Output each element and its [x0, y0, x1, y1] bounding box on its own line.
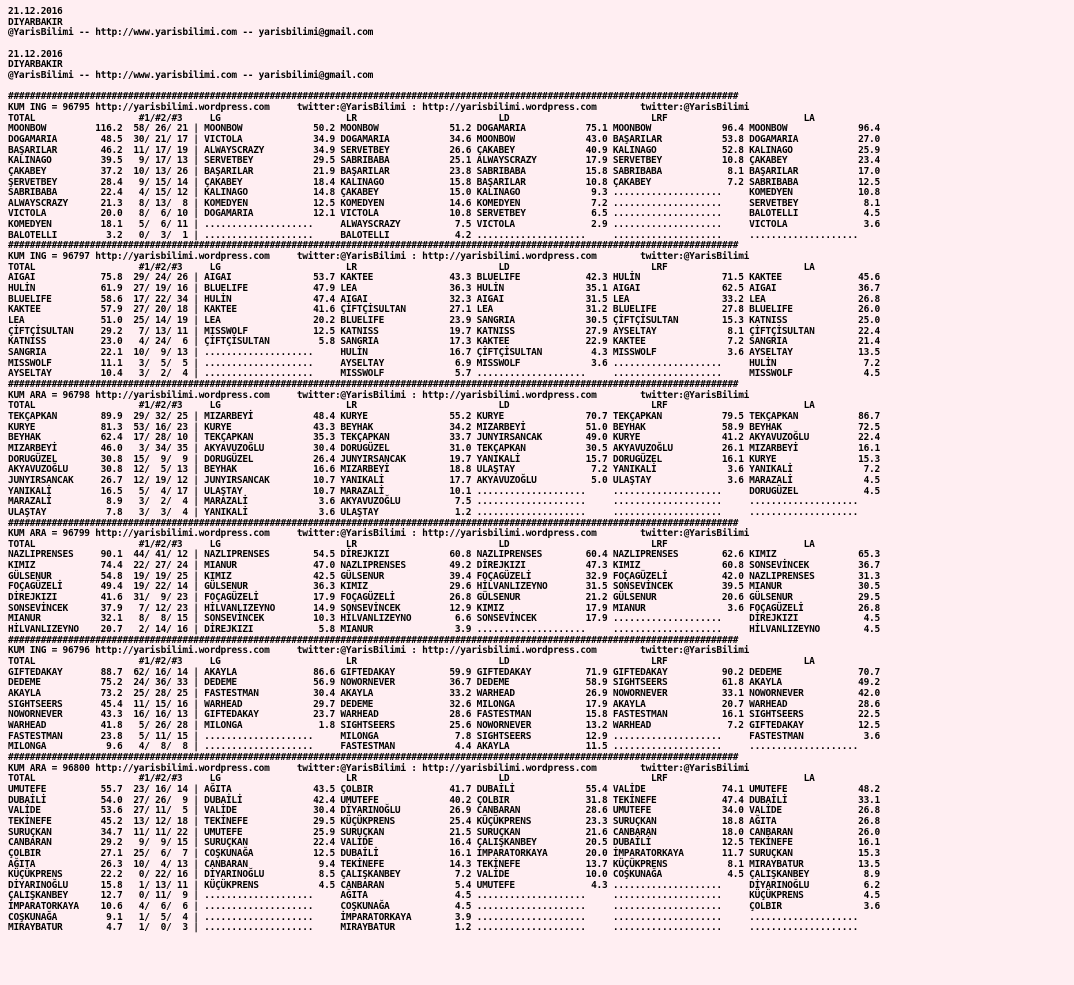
table-row: VICTOLA 20.0 8/ 6/ 10 | DOGAMARIA 12.1 VICTOLA 10.8 SERVETBEY 6.5 .................... BALOTELLI 4.5 [8, 208, 880, 220]
separator-line: ###################################################################################################################################### [8, 751, 739, 763]
table-row: JUNYIRSANCAK 26.7 12/ 19/ 12 | JUNYIRSANCAK 10.7 YANIKALİ 17.7 AKYAVUZOĞLU 5.0 ULAŞTAY 3.6 MARAZALİ 4.5 [8, 474, 880, 486]
report-contact-repeat: @YarisBilimi -- http://www.yarisbilimi.com -- yarisbilimi@gmail.com [8, 69, 374, 81]
race-title: KUM ING = 96795 http://yarisbilimi.wordpress.com twitter:@YarisBilimi : http://yarisbilimi.wordpress.com twitter:@YarisBilimi [8, 101, 750, 113]
table-row: TEKÇAPKAN 89.9 29/ 32/ 25 | MIZARBEYİ 48.4 KURYE 55.2 KURYE 70.7 TEKÇAPKAN 79.5 TEKÇAPKAN 86.7 [8, 410, 880, 422]
table-row: SURUÇKAN 34.7 11/ 11/ 22 | UMUTEFE 25.9 SURUÇKAN 21.5 SURUÇKAN 21.6 CANBARAN 18.0 CANBARAN 26.0 [8, 826, 880, 838]
column-header-row: TOTAL #1/#2/#3 LG LR LD LRF LA [8, 538, 815, 550]
table-row: DİREJKIZI 41.6 31/ 9/ 23 | FOÇAGÜZELİ 17.9 FOÇAGÜZELİ 26.8 GÜLSENUR 21.2 GÜLSENUR 20.6 GÜLSENUR 29.5 [8, 592, 880, 604]
table-row: İMPARATORKAYA 10.6 4/ 6/ 6 | .................... COŞKUNAĞA 4.5 .................... .................... ÇOLBIR 3.6 [8, 901, 880, 913]
table-row: GÜLSENUR 54.8 19/ 19/ 25 | KIMIZ 42.5 GÜLSENUR 39.4 FOÇAGÜZELİ 32.9 FOÇAGÜZELİ 42.0 NAZLIPRENSES 31.3 [8, 570, 880, 582]
table-row: SABRIBABA 22.4 4/ 15/ 12 | KALINAGO 14.8 ÇAKABEY 15.0 KALINAGO 9.3 .................... KOMEDYEN 10.8 [8, 187, 880, 199]
table-row: NAZLIPRENSES 90.1 44/ 41/ 12 | NAZLIPRENSES 54.5 DİREJKIZI 60.8 NAZLIPRENSES 60.4 NAZLIPRENSES 62.6 KIMIZ 65.3 [8, 549, 880, 561]
table-row: SANGRIA 22.1 10/ 9/ 13 | .................... HULİN 16.7 ÇİFTÇİSULTAN 4.3 MISSWOLF 3.6 AYSELTAY 13.5 [8, 347, 880, 358]
table-row: GIFTEDAKAY 88.7 62/ 16/ 14 | AKAYLA 86.6 GIFTEDAKAY 59.9 GIFTEDAKAY 71.9 GIFTEDAKAY 90.2 DEDEME 70.7 [8, 666, 880, 678]
table-row: MISSWOLF 11.1 3/ 5/ 5 | .................... AYSELTAY 6.9 MISSWOLF 3.6 .................... HULİN 7.2 [8, 357, 880, 369]
table-row: ÇALIŞKANBEY 12.7 0/ 11/ 9 | .................... AĞITA 4.5 .................... .................... KÜÇÜKPRENS 4.5 [8, 890, 880, 902]
table-row: ULAŞTAY 7.8 3/ 3/ 4 | YANIKALİ 3.6 ULAŞTAY 1.2 .................... .................... .................... [8, 506, 880, 518]
table-row: DOGAMARIA 48.5 30/ 21/ 17 | VICTOLA 34.9 DOGAMARIA 34.6 MOONBOW 43.0 BAŞARILAR 53.8 DOGAMARIA 27.0 [8, 133, 880, 145]
table-row: DORUGÜZEL 30.8 15/ 9/ 9 | DORUGÜZEL 26.4 JUNYIRSANCAK 19.7 YANIKALİ 15.7 DORUGÜZEL 16.1 KURYE 15.3 [8, 453, 880, 465]
table-row: HULİN 61.9 27/ 19/ 16 | BLUELIFE 47.9 LEA 36.3 HULİN 35.1 AIGAI 62.5 AIGAI 36.7 [8, 283, 880, 295]
table-row: SIGHTSEERS 45.4 11/ 15/ 16 | WARHEAD 29.7 DEDEME 32.6 MILONGA 17.9 AKAYLA 20.7 WARHEAD 28.6 [8, 698, 880, 710]
separator-line: ###################################################################################################################################### [8, 517, 739, 529]
report-date: 21.12.2016 [8, 6, 63, 17]
table-row: YANIKALİ 16.5 5/ 4/ 17 | ULAŞTAY 10.7 MARAZALİ 10.1 .................... .................... DORUGÜZEL 4.5 [8, 485, 880, 497]
race-tables [8, 91, 880, 933]
table-row: MIANUR 32.1 8/ 8/ 15 | SONSEVİNCEK 10.3 HİLVANLIZEYNO 6.6 SONSEVİNCEK 17.9 .................... DİREJKIZI 4.5 [8, 613, 880, 625]
column-header-row: TOTAL #1/#2/#3 LG LR LD LRF LA [8, 400, 815, 412]
table-row: ÇİFTÇİSULTAN 29.2 7/ 13/ 11 | MISSWOLF 12.5 KATNISS 19.7 KATNISS 27.9 AYSELTAY 8.1 ÇİFTÇİSULTAN 22.4 [8, 325, 880, 337]
table-row: KURYE 81.3 53/ 16/ 23 | KURYE 43.3 BEYHAK 34.2 MIZARBEYİ 51.0 BEYHAK 58.9 BEYHAK 72.5 [8, 421, 880, 433]
table-row: MIZARBEYİ 46.0 3/ 34/ 35 | AKYAVUZOĞLU 30.4 DORUGÜZEL 31.0 TEKÇAPKAN 30.5 AKYAVUZOĞLU 26.1 MIZARBEYİ 16.1 [8, 442, 880, 454]
report-city: DIYARBAKIR [8, 16, 63, 28]
table-row: KIMIZ 74.4 22/ 27/ 24 | MIANUR 47.0 NAZLIPRENSES 49.2 DİREJKIZI 47.3 KIMIZ 60.8 SONSEVİNCEK 36.7 [8, 560, 880, 572]
race-title: KUM ARA = 96800 http://yarisbilimi.wordpress.com twitter:@YarisBilimi : http://yarisbilimi.wordpress.com twitter:@YarisBilimi [8, 762, 750, 774]
table-row: KOMEDYEN 18.1 5/ 6/ 11 | .................... ALWAYSCRAZY 7.5 VICTOLA 2.9 .................... VICTOLA 3.6 [8, 219, 880, 231]
table-row: FASTESTMAN 23.8 5/ 11/ 15 | .................... MILONGA 7.8 SIGHTSEERS 12.9 .................... FASTESTMAN 3.6 [8, 730, 880, 742]
table-row: ALWAYSCRAZY 21.3 8/ 13/ 8 | KOMEDYEN 12.5 KOMEDYEN 14.6 KOMEDYEN 7.2 .................... SERVETBEY 8.1 [8, 197, 880, 209]
table-row: DEDEME 75.2 24/ 36/ 33 | DEDEME 56.9 NOWORNEVER 36.7 DEDEME 58.9 SIGHTSEERS 61.8 AKAYLA 49.2 [8, 677, 880, 689]
table-row: KALINAGO 39.5 9/ 17/ 13 | SERVETBEY 29.5 SABRIBABA 25.1 ALWAYSCRAZY 17.9 SERVETBEY 10.8 ÇAKABEY 23.4 [8, 155, 880, 167]
report-city-repeat: DIYARBAKIR [8, 59, 63, 71]
table-row: AKYAVUZOĞLU 30.8 12/ 5/ 13 | BEYHAK 16.6 MIZARBEYİ 18.8 ULAŞTAY 7.2 YANIKALİ 3.6 YANIKALİ 7.2 [8, 464, 880, 476]
separator-line: ###################################################################################################################################### [8, 378, 739, 390]
table-row: BEYHAK 62.4 17/ 28/ 10 | TEKÇAPKAN 35.3 TEKÇAPKAN 33.7 JUNYIRSANCAK 49.0 KURYE 41.2 AKYAVUZOĞLU 22.4 [8, 432, 880, 444]
table-row: MILONGA 9.6 4/ 8/ 8 | .................... FASTESTMAN 4.4 AKAYLA 11.5 .................... .................... [8, 741, 880, 753]
table-row: MOONBOW 116.2 58/ 26/ 21 | MOONBOW 50.2 MOONBOW 51.2 DOGAMARIA 75.1 MOONBOW 96.4 MOONBOW 96.4 [8, 123, 880, 135]
column-header-row: TOTAL #1/#2/#3 LG LR LD LRF LA [8, 261, 815, 273]
table-row: AIGAI 75.8 29/ 24/ 26 | AIGAI 53.7 KAKTEE 43.3 BLUELIFE 42.3 HULİN 71.5 KAKTEE 45.6 [8, 272, 880, 284]
report-date-repeat: 21.12.2016 [8, 48, 63, 60]
table-row: ŞERVETBEY 28.4 9/ 15/ 14 | ÇAKABEY 18.4 KALINAGO 15.8 BAŞARILAR 10.8 ÇAKABEY 7.2 SABRIBABA 12.5 [8, 176, 880, 188]
report-contact: @YarisBilimi -- http://www.yarisbilimi.com -- yarisbilimi@gmail.com [8, 27, 374, 39]
table-row: ÇOLBIR 27.1 25/ 6/ 7 | COŞKUNAĞA 12.5 DUBAİLİ 16.1 İMPARATORKAYA 20.0 İMPARATORKAYA 11.7 SURUÇKAN 15.3 [8, 847, 880, 859]
race-title: KUM ARA = 96799 http://yarisbilimi.wordpress.com twitter:@YarisBilimi : http://yarisbilimi.wordpress.com twitter:@YarisBilimi [8, 528, 750, 540]
table-row: NOWORNEVER 43.3 16/ 16/ 13 | GIFTEDAKAY 23.7 WARHEAD 28.6 FASTESTMAN 15.8 FASTESTMAN 16.1 SIGHTSEERS 22.5 [8, 709, 880, 721]
separator-line: ###################################################################################################################################### [8, 240, 739, 252]
table-row: BLUELIFE 58.6 17/ 22/ 34 | HULİN 47.4 AIGAI 32.3 AIGAI 31.5 LEA 33.2 LEA 26.8 [8, 293, 880, 305]
column-header-row: TOTAL #1/#2/#3 LG LR LD LRF LA [8, 112, 815, 124]
table-row: VALİDE 53.6 27/ 11/ 5 | VALİDE 30.4 DİYARINOĞLU 26.9 CANBARAN 28.6 UMUTEFE 34.0 VALİDE 26.8 [8, 805, 880, 817]
column-header-row: TOTAL #1/#2/#3 LG LR LD LRF LA [8, 656, 815, 668]
table-row: KAKTEE 57.9 27/ 20/ 18 | KAKTEE 41.6 ÇİFTÇİSULTAN 27.1 LEA 31.2 BLUELIFE 27.8 BLUELIFE 26.0 [8, 304, 880, 316]
table-row: WARHEAD 41.8 5/ 26/ 28 | MILONGA 1.8 SIGHTSEERS 25.6 NOWORNEVER 13.2 WARHEAD 7.2 GIFTEDAKAY 12.5 [8, 719, 880, 731]
race-title: KUM ARA = 96798 http://yarisbilimi.wordpress.com twitter:@YarisBilimi : http://yarisbilimi.wordpress.com twitter:@YarisBilimi [8, 389, 750, 401]
table-row: DİYARINOĞLU 15.8 1/ 13/ 11 | KÜÇÜKPRENS 4.5 CANBARAN 5.4 UMUTEFE 4.3 .................... DİYARINOĞLU 6.2 [8, 879, 880, 891]
table-row: KÜÇÜKPRENS 22.2 0/ 22/ 16 | DİYARINOĞLU 8.5 ÇALIŞKANBEY 7.2 VALİDE 10.0 COŞKUNAĞA 4.5 ÇALIŞKANBEY 8.9 [8, 869, 880, 881]
table-row: COŞKUNAĞA 9.1 1/ 5/ 4 | .................... İMPARATORKAYA 3.9 .................... .................... .................... [8, 911, 880, 923]
table-row: LEA 51.0 25/ 14/ 19 | LEA 20.2 BLUELIFE 23.9 SANGRIA 30.5 ÇİFTÇİSULTAN 15.3 KATNISS 25.0 [8, 315, 880, 327]
table-row: CANBARAN 29.2 9/ 9/ 15 | SURUÇKAN 22.4 VALİDE 16.4 ÇALIŞKANBEY 20.5 DUBAİLİ 12.5 TEKİNEFE 16.1 [8, 837, 880, 849]
table-row: AKAYLA 73.2 25/ 28/ 25 | FASTESTMAN 30.4 AKAYLA 33.2 WARHEAD 26.9 NOWORNEVER 33.1 NOWORNEVER 42.0 [8, 688, 880, 699]
race-title: KUM ING = 96797 http://yarisbilimi.wordpress.com twitter:@YarisBilimi : http://yarisbilimi.wordpress.com twitter:@YarisBilimi [8, 251, 750, 263]
separator-line: ###################################################################################################################################### [8, 91, 739, 103]
table-row: DUBAİLİ 54.0 27/ 26/ 9 | DUBAİLİ 42.4 UMUTEFE 40.2 ÇOLBIR 31.8 TEKİNEFE 47.4 DUBAİLİ 33.1 [8, 794, 880, 806]
separator-line: ###################################################################################################################################### [8, 634, 739, 646]
table-row: KATNISS 23.0 4/ 24/ 6 | ÇİFTÇİSULTAN 5.8 SANGRIA 17.3 KAKTEE 22.9 KAKTEE 7.2 SANGRIA 21.4 [8, 336, 880, 348]
table-row: HİLVANLIZEYNO 20.7 2/ 14/ 16 | DİREJKIZI 5.8 MIANUR 3.9 .................... .................... HİLVANLIZEYNO 4.5 [8, 624, 880, 636]
table-row: TEKİNEFE 45.2 13/ 12/ 18 | TEKİNEFE 29.5 KÜÇÜKPRENS 25.4 KÜÇÜKPRENS 23.3 SURUÇKAN 18.8 AĞITA 26.8 [8, 815, 880, 827]
race-title: KUM ING = 96796 http://yarisbilimi.wordpress.com twitter:@YarisBilimi : http://yarisbilimi.wordpress.com twitter:@YarisBilimi [8, 645, 750, 657]
table-row: MIRAYBATUR 4.7 1/ 0/ 3 | .................... MIRAYBATUR 1.2 .................... .................... .................... [8, 922, 880, 934]
table-row: AYSELTAY 10.4 3/ 2/ 4 | .................... MISSWOLF 5.7 .................... .................... MISSWOLF 4.5 [8, 368, 880, 380]
table-row: FOÇAGÜZELİ 49.4 19/ 22/ 14 | GÜLSENUR 36.3 KIMIZ 29.6 HİLVANLIZEYNO 31.5 SONSEVİNCEK 39.5 MIANUR 30.5 [8, 581, 880, 593]
table-row: SONSEVİNCEK 37.9 7/ 12/ 23 | HİLVANLIZEYNO 14.9 SONSEVİNCEK 12.9 KIMIZ 17.9 MIANUR 3.6 FOÇAGÜZELİ 26.8 [8, 602, 880, 614]
column-header-row: TOTAL #1/#2/#3 LG LR LD LRF LA [8, 773, 815, 785]
table-row: AĞITA 26.3 10/ 4/ 13 | CANBARAN 9.4 TEKİNEFE 14.3 TEKİNEFE 13.7 KÜÇÜKPRENS 8.1 MIRAYBATUR 13.5 [8, 858, 880, 870]
table-row: BAŞARILAR 46.2 11/ 17/ 19 | ALWAYSCRAZY 34.9 SERVETBEY 26.6 ÇAKABEY 40.9 KALINAGO 52.8 KALINAGO 25.9 [8, 144, 880, 156]
table-row: MARAZALİ 8.9 3/ 2/ 4 | MARAZALİ 3.6 AKYAVUZOĞLU 7.5 .................... .................... .................... [8, 496, 880, 508]
table-row: UMUTEFE 55.7 23/ 16/ 14 | AĞITA 43.5 ÇOLBIR 41.7 DUBAİLİ 55.4 VALİDE 74.1 UMUTEFE 48.2 [8, 783, 880, 795]
table-row: BALOTELLI 3.2 0/ 3/ 1 | .................... BALOTELLI 4.2 .................... .................... .................... [8, 229, 880, 241]
table-row: ÇAKABEY 37.2 10/ 13/ 26 | BAŞARILAR 21.9 BAŞARILAR 23.8 SABRIBABA 15.8 SABRIBABA 8.1 BAŞARILAR 17.0 [8, 165, 880, 177]
